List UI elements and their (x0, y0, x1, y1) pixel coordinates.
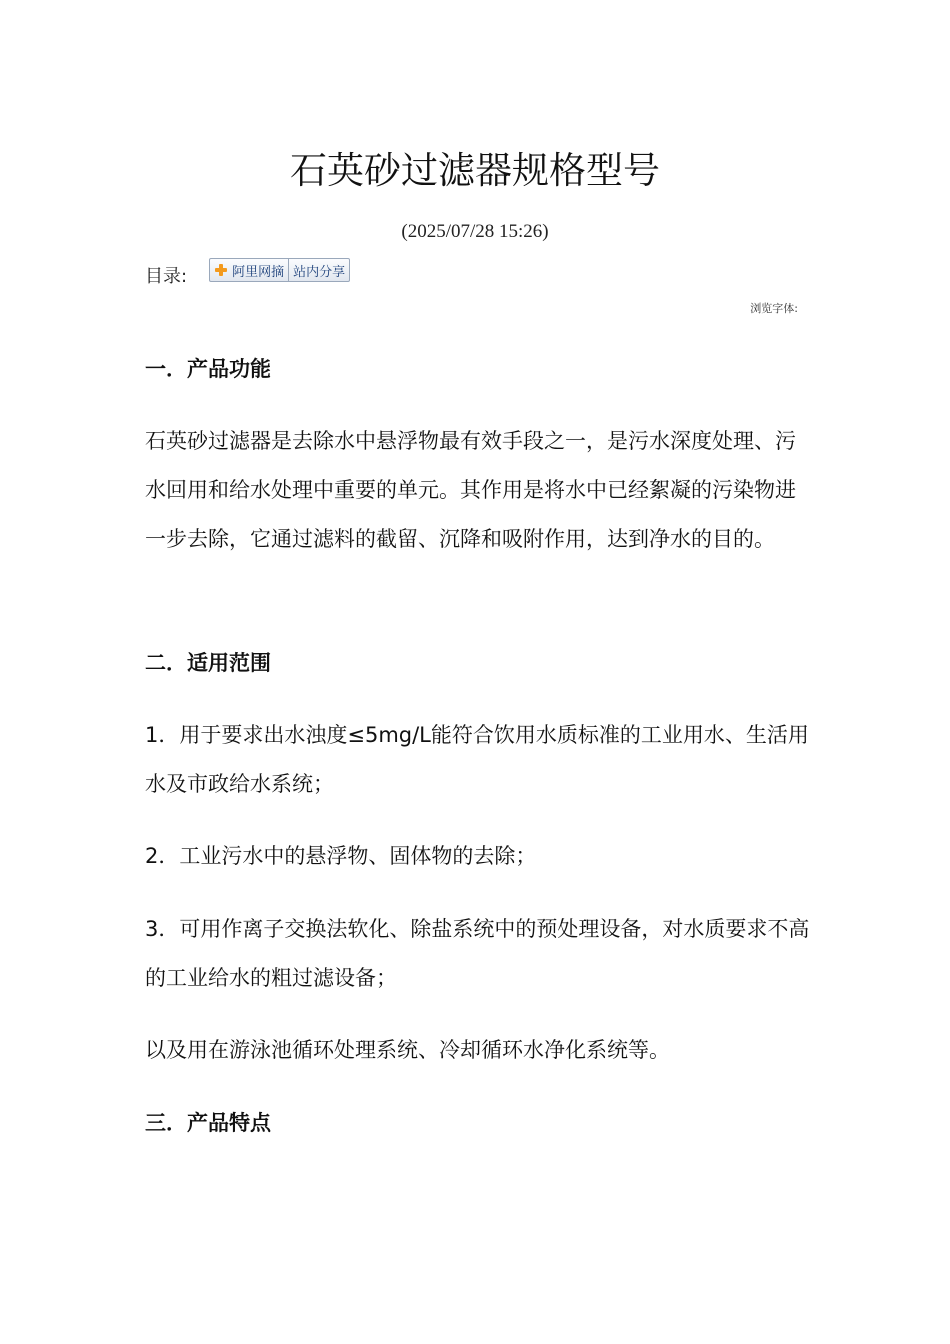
share-site-button[interactable] (288, 259, 349, 281)
share-button-group (209, 258, 350, 282)
font-size-label: 浏览字体: (750, 302, 798, 315)
plus-icon (214, 263, 228, 277)
share-site-label: 站内分享 (293, 264, 346, 280)
scope-item-4: 以及用在游泳池循环处理系统、冷却循环水净化系统等。 (145, 1038, 670, 1062)
share-alibaba-label: 阿里网摘 (232, 264, 285, 280)
section-heading-scope: 二．适用范围 (145, 651, 271, 675)
scope-item-3: 3．可用作离子交换法软化、除盐系统中的预处理设备，对水质要求不高的工业给水的粗过滤设备； (145, 917, 810, 990)
scope-item-2: 2．工业污水中的悬浮物、固体物的去除； (145, 844, 537, 868)
toc-row (145, 256, 350, 286)
toc-label: 目录: (145, 266, 188, 287)
publish-timestamp: (2025/07/28 15:26) (401, 221, 549, 242)
scope-item-1: 1．用于要求出水浊度≤5mg/L能符合饮用水质标准的工业用水、生活用水及市政给水系统； (145, 723, 809, 796)
section-paragraph-functions: 石英砂过滤器是去除水中悬浮物最有效手段之一，是污水深度处理、污水回用和给水处理中重要的单元。其作用是将水中已经絮凝的污染物进一步去除，它通过滤料的截留、沉降和吸附作用，达到净水的目的。 (145, 429, 796, 551)
share-alibaba-button[interactable] (210, 259, 288, 281)
section-heading-features: 三．产品特点 (145, 1111, 271, 1135)
section-heading-functions: 一．产品功能 (145, 357, 271, 381)
page-title: 石英砂过滤器规格型号 (290, 149, 660, 192)
